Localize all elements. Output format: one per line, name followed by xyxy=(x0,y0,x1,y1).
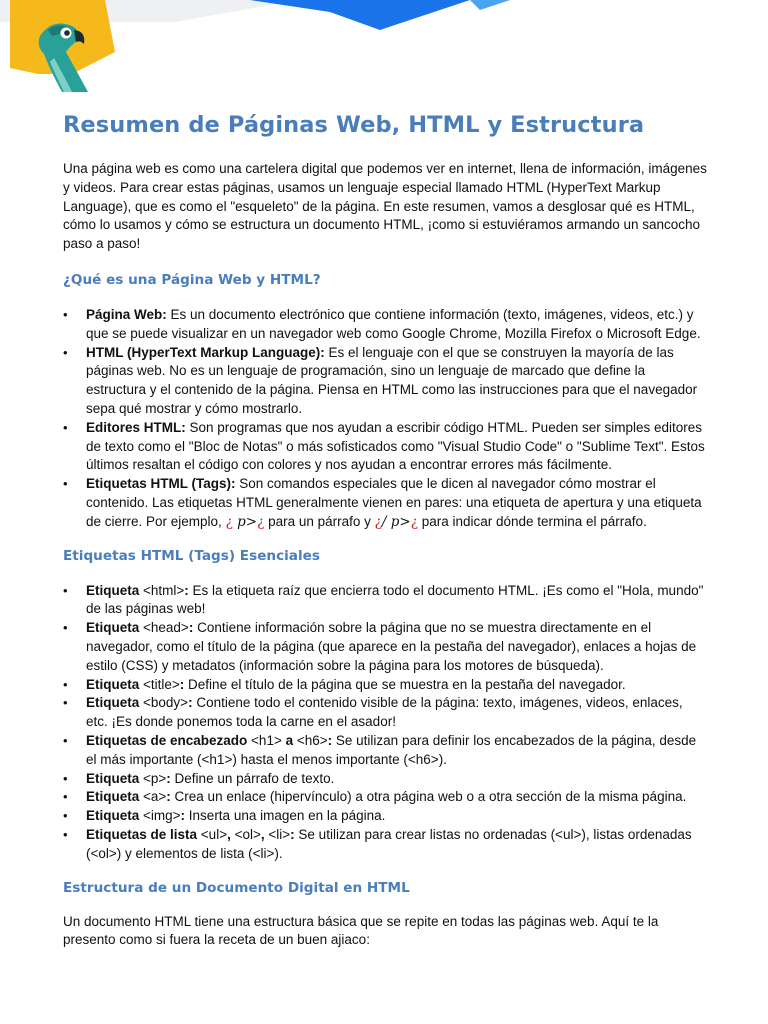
list-item: • Etiqueta <p>: Define un párrafo de texto. xyxy=(63,770,708,789)
math-close-tag: ¿/ p>¿ xyxy=(374,513,418,530)
list-item: • Etiquetas de encabezado <h1> a <h6>: Se utilizan para definir los encabezados de la página, desde el más importante (<h1>) hasta el menos importante (<h6>). xyxy=(63,732,697,767)
intro-paragraph: Una página web es como una cartelera digital que podemos ver en internet, llena de información, imágenes y videos. Para crear estas páginas, usamos un lenguaje especial llamado HTML (HyperText Markup Language), que es como el "esqueleto" de la página. En este resumen, vamos a desglosar qué es HTML, cómo lo usamos y cómo se estructura un documento HTML, ¡como si estuviéramos armando un sancocho paso a paso! xyxy=(63,161,707,252)
math-open-tag: ¿ p>¿ xyxy=(225,513,265,530)
list-term: Editores HTML: xyxy=(86,419,186,435)
list-item: • Etiqueta <title>: Define el título de la página que se muestra en la pestaña del navegador. xyxy=(63,676,708,695)
list-item: • Etiqueta <img>: Inserta una imagen en la página. xyxy=(63,807,708,826)
list-item: • Etiqueta <a>: Crea un enlace (hipervínculo) a otra página web o a otra sección de la misma página. xyxy=(63,788,708,807)
bullet-icon: • xyxy=(63,770,68,786)
bullet-icon: • xyxy=(63,582,68,598)
list-item: • Etiquetas de lista <ul>, <ol>, <li>: Se utilizan para crear listas no ordenadas (<ul>), listas ordenadas (<ol>) y elementos de lista (<li>). xyxy=(63,826,692,861)
section-heading-etiquetas: Etiquetas HTML (Tags) Esenciales xyxy=(63,547,320,564)
bullet-icon: • xyxy=(63,620,68,636)
header-decoration xyxy=(0,0,768,100)
list-item xyxy=(63,344,708,419)
bullet-icon: • xyxy=(63,732,68,748)
section-heading-que-es: ¿Qué es una Página Web y HTML? xyxy=(63,271,321,288)
list-text: Son comandos especiales que le dicen al navegador cómo mostrar el contenido. Las etiquetas HTML generalmente vienen en pares: una etiqueta de apertura y una etiqueta de cierre. Por ejemplo, xyxy=(86,476,702,529)
list-text-end: para indicar dónde termina el párrafo. xyxy=(417,513,647,529)
list-item xyxy=(63,306,708,344)
list-item: • Etiqueta <head>: Contiene información sobre la página que no se muestra directamente en el navegador, como el título de la página (que aparece en la pestaña del navegador), enlaces a hojas de estilo (CSS) y metadatos (información sobre la página para los motores de búsqueda). xyxy=(63,620,697,673)
list-text: Son programas que nos ayudan a escribir código HTML. Pueden ser simples editores de texto como el "Bloc de Notas" o más sofisticados como "Visual Studio Code" o "Sublime Text". Estos últimos resaltan el código con colores y nos ayudan a encontrar errores más fácilmente. xyxy=(86,419,705,473)
bullet-icon: • xyxy=(63,476,68,492)
bullet-icon: • xyxy=(63,695,68,711)
list-item xyxy=(63,475,708,531)
estructura-paragraph: Un documento HTML tiene una estructura básica que se repite en todas las páginas web. Aquí te la presento como si fuera la receta de un buen ajiaco: xyxy=(63,913,659,948)
bullet-icon: • xyxy=(63,344,68,360)
list-term: HTML (HyperText Markup Language): xyxy=(86,344,325,360)
list-item: • Etiqueta <html>: Es la etiqueta raíz que encierra todo el documento HTML. ¡Es como el "Hola, mundo" de las páginas web! xyxy=(63,582,704,617)
bullet-icon: • xyxy=(63,826,68,842)
decor-lightblue-shape xyxy=(470,0,510,10)
list-text-mid: para un párrafo y xyxy=(264,513,375,529)
list-item xyxy=(63,419,708,475)
list-text: Es el lenguaje con el que se construyen la mayoría de las páginas web. No es un lenguaje de programación, sino un lenguaje de marcado que define la estructura y el contenido de la página. Piensa en HTML como las instrucciones para que el navegador sepa qué mostrar y cómo mostrarlo. xyxy=(86,344,698,416)
page-title: Resumen de Páginas Web, HTML y Estructura xyxy=(63,112,645,138)
list-etiquetas xyxy=(63,582,708,864)
list-que-es xyxy=(63,306,708,532)
document-body xyxy=(63,108,708,950)
section-heading-estructura: Estructura de un Documento Digital en HTML xyxy=(63,879,410,896)
bullet-icon: • xyxy=(63,789,68,805)
bullet-icon: • xyxy=(63,419,68,435)
list-item: • Etiqueta <body>: Contiene todo el contenido visible de la página: texto, imágenes, videos, enlaces, etc. ¡Es donde ponemos toda la carne en el asador! xyxy=(63,695,683,730)
decor-blue-shape xyxy=(250,0,470,30)
list-term: Etiquetas HTML (Tags): xyxy=(86,476,236,492)
bullet-icon: • xyxy=(63,808,68,824)
bullet-icon: • xyxy=(63,306,68,322)
bullet-icon: • xyxy=(63,676,68,692)
list-text: Es un documento electrónico que contiene información (texto, imágenes, videos, etc.) y que se puede visualizar en un navegador web como Google Chrome, Mozilla Firefox o Microsoft Edge. xyxy=(86,306,701,341)
list-term: Página Web: xyxy=(86,306,167,322)
